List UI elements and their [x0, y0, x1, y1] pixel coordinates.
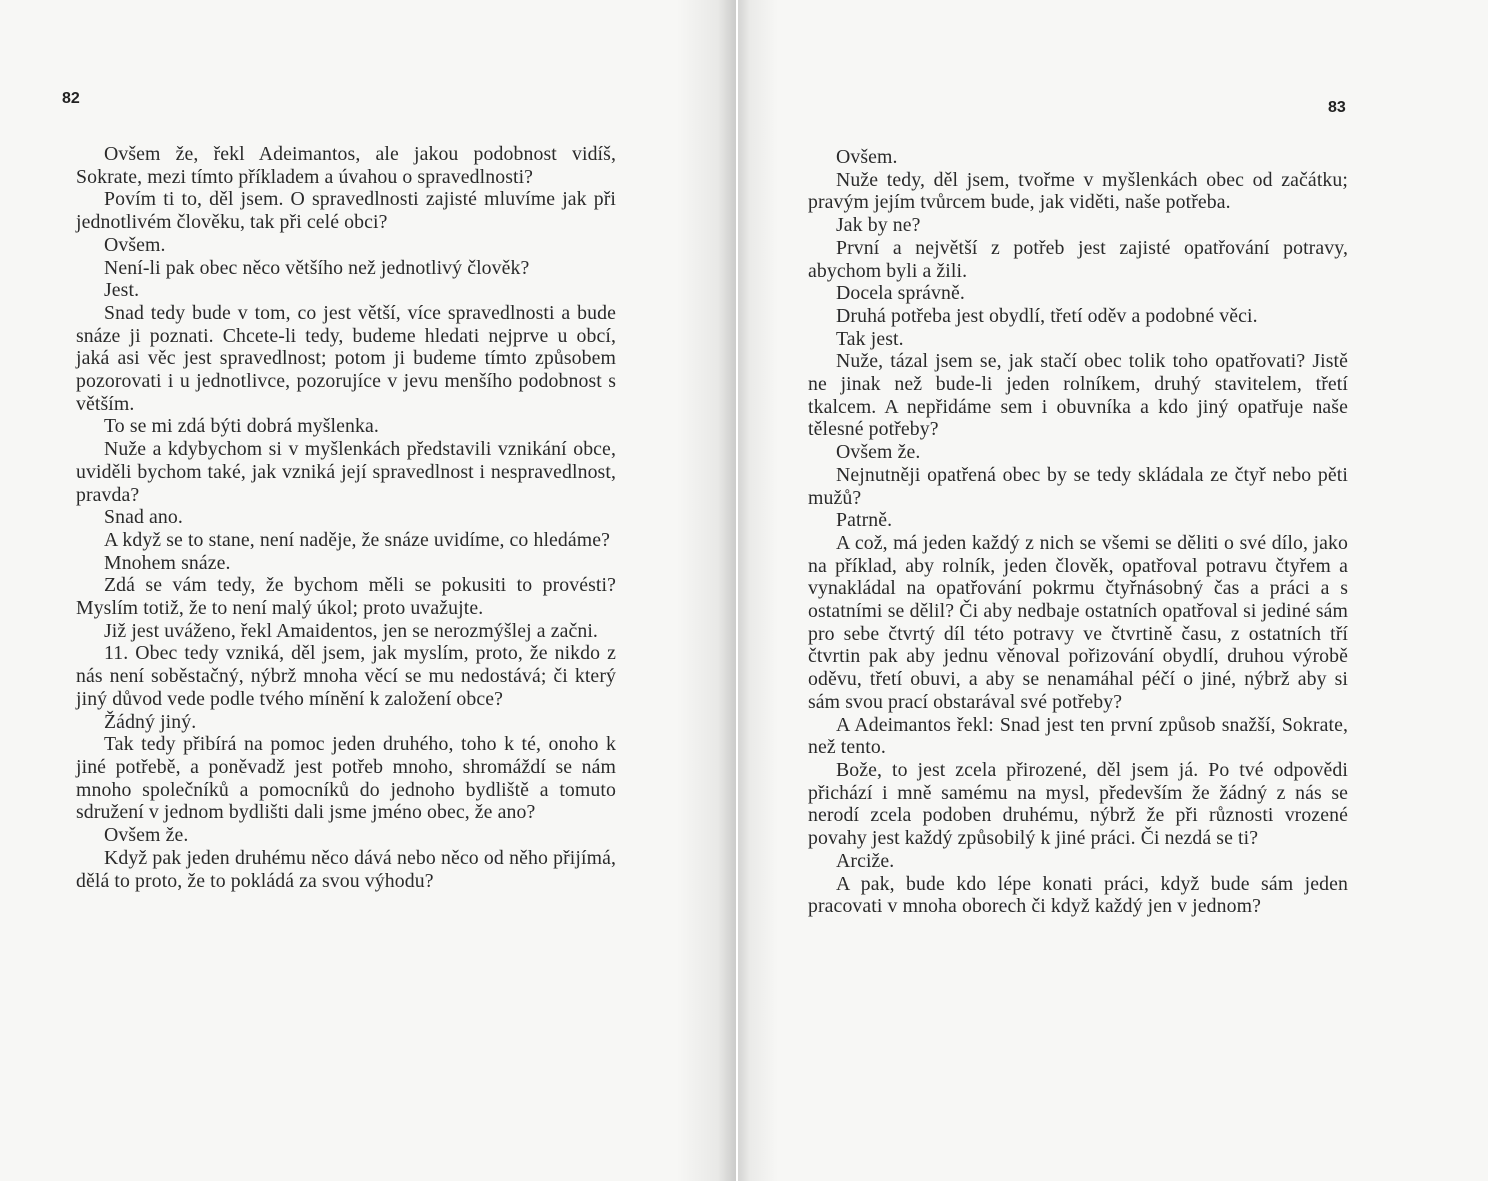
- paragraph: Povím ti to, děl jsem. O spravedlnosti zajisté mluvíme jak při jednotlivém člověku, tak při celé obci?: [76, 188, 616, 234]
- right-page-text: [808, 146, 1348, 918]
- paragraph: A Adeimantos řekl: Snad jest ten první způsob snažší, Sokrate, než tento.: [808, 713, 1348, 759]
- paragraph: Jak by ne?: [836, 214, 921, 237]
- paragraph: 11. Obec tedy vzniká, děl jsem, jak myslím, proto, že nikdo z nás není soběstačný, nýbrž mnoha věcí se mu nedostává; či který jiný důvod vede podle tvého mínění k založení obce?: [76, 642, 616, 710]
- paragraph: A což, má jeden každý z nich se všemi se děliti o své dílo, jako na příklad, aby rolník, jeden člověk, opatřoval potravu čtyřem a vynakládal na opatřování pokrmu čtyřnásobný čas a práci a s ostatními se dělil? Či aby nedbaje ostatních opatřoval si jediné sám pro sebe čtvrtý díl této potravy ve čtvrtině času, z ostatních tří čtvrtin pak aby jednu věnoval pořizování obydlí, druhou výrobě oděvu, třetí obuvi, a aby se nenamáhal péčí o jiné, nýbrž aby si sám svou prací obstarával své potřeby?: [808, 531, 1348, 713]
- paragraph: První a největší z potřeb jest zajisté opatřování potravy, abychom byli a žili.: [808, 236, 1348, 282]
- paragraph: To se mi zdá býti dobrá myšlenka.: [104, 415, 379, 438]
- paragraph: Ovšem.: [104, 233, 166, 256]
- paragraph: Ovšem že.: [836, 441, 921, 464]
- paragraph: Nuže a kdybychom si v myšlenkách představili vznikání obce, uviděli bychom také, jak vzniká její spravedlnost i nespravedlnost, pravda?: [76, 438, 616, 506]
- left-page: [0, 0, 736, 1181]
- paragraph: Bože, to jest zcela přirozené, děl jsem já. Po tvé odpovědi přichází i mně samému na mysl, především že žádný z nás se nerodí zcela podoben druhému, nýbrž že při různosti vrozené povahy jest každý způsobilý k jiné práci. Či nezdá se ti?: [808, 758, 1348, 850]
- paragraph: Není-li pak obec něco většího než jednotlivý člověk?: [104, 256, 530, 279]
- paragraph: Mnohem snáze.: [104, 551, 231, 574]
- paragraph: Žádný jiný.: [104, 710, 197, 733]
- paragraph: Již jest uváženo, řekl Amaidentos, jen se nerozmýšlej a začni.: [104, 619, 598, 642]
- paragraph: Nuže tedy, děl jsem, tvořme v myšlenkách obec od začátku; pravým jejím tvůrcem bude, jak viděti, naše potřeba.: [808, 168, 1348, 214]
- gutter-shadow: [738, 0, 778, 1181]
- paragraph: A pak, bude kdo lépe konati práci, když bude sám jeden pracovati v mnoha oborech či když každý jen v jednom?: [808, 872, 1348, 918]
- gutter-shadow: [676, 0, 736, 1181]
- paragraph: Snad ano.: [104, 506, 183, 529]
- paragraph: Arciže.: [836, 849, 895, 872]
- paragraph: A když se to stane, není naděje, že snáze uvidíme, co hledáme?: [104, 528, 611, 551]
- paragraph: Nejnutněji opatřená obec by se tedy skládala ze čtyř nebo pěti mužů?: [808, 463, 1348, 509]
- paragraph: Tak tedy přibírá na pomoc jeden druhého, toho k té, onoho k jiné potřebě, a poněvadž jest potřeb mnoho, shromáždí se nám mnoho společníků a pomocníků do jednoho bydliště a tomuto sdružení v jednom bydlišti dali jsme jméno obec, že ano?: [76, 733, 616, 824]
- paragraph: Když pak jeden druhému něco dává nebo něco od něho přijímá, dělá to proto, že to pokládá za svou výhodu?: [76, 846, 616, 892]
- paragraph: Ovšem že, řekl Adeimantos, ale jakou podobnost vidíš, Sokrate, mezi tímto příkladem a úvahou o spravedlnosti?: [76, 143, 616, 188]
- paragraph: Snad tedy bude v tom, co jest větší, více spravedlnosti a bude snáze ji poznati. Chcete-li tedy, budeme hledati nejprve u obcí, jaká asi věc jest spravedlnost; potom ji budeme tímto způsobem pozorovati i u jednotlivce, pozorujíce v jevu menšího podobnost s větším.: [76, 301, 616, 415]
- page-number: 83: [1328, 99, 1346, 116]
- page-number: 82: [62, 90, 80, 107]
- paragraph: Ovšem že.: [104, 824, 189, 847]
- paragraph: Tak jest.: [836, 327, 904, 350]
- paragraph: Nuže, tázal jsem se, jak stačí obec tolik toho opatřovati? Jistě ne jinak než bude-li jeden rolníkem, druhý stavitelem, třetí tkalcem. A nepřidáme sem i obuvníka a kdo jiný opatřuje naše tělesné potřeby?: [808, 350, 1348, 441]
- left-page-text: [76, 143, 616, 892]
- paragraph: Patrně.: [836, 509, 893, 532]
- paragraph: Jest.: [104, 279, 140, 302]
- paragraph: Zdá se vám tedy, že bychom měli se pokusiti to provésti? Myslím totiž, že to není malý úkol; proto uvažujte.: [76, 574, 616, 620]
- paragraph: Ovšem.: [836, 146, 898, 168]
- paragraph: Druhá potřeba jest obydlí, třetí oděv a podobné věci.: [836, 304, 1258, 327]
- right-page: [738, 0, 1488, 1181]
- paragraph: Docela správně.: [836, 282, 965, 305]
